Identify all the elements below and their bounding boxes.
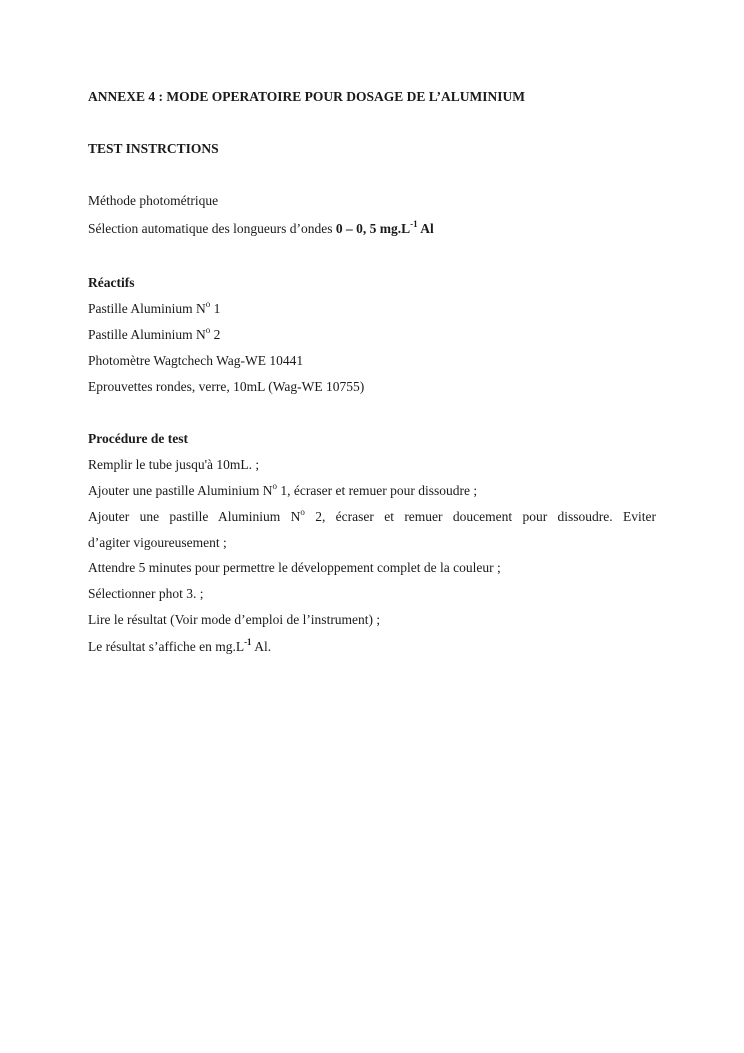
reagent-item: Eprouvettes rondes, verre, 10mL (Wag-WE 10755) <box>88 379 365 394</box>
method-line: Méthode photométrique <box>88 193 219 208</box>
step-text: 2, écraser et remuer doucement pour dissoudre. Eviter <box>304 509 656 524</box>
step-text: Al. <box>251 639 272 654</box>
step-text: Le résultat s’affiche en mg.L <box>88 639 245 654</box>
procedure-step <box>88 636 272 655</box>
procedure-step-continuation: d’agiter vigoureusement ; <box>88 535 227 550</box>
reagent-name: Pastille Aluminium N <box>88 327 206 342</box>
procedure-step: Lire le résultat (Voir mode d’emploi de l’instrument) ; <box>88 612 381 627</box>
reagent-number: 1 <box>210 301 221 316</box>
procedure-heading: Procédure de test <box>88 431 188 446</box>
procedure-step: Attendre 5 minutes pour permettre le développement complet de la couleur ; <box>88 560 501 575</box>
procedure-step <box>88 480 478 499</box>
procedure-step: Sélectionner phot 3. ; <box>88 586 204 601</box>
step-text: Ajouter une pastille Aluminium N <box>88 509 301 524</box>
reagent-name: Pastille Aluminium N <box>88 301 206 316</box>
step-text: 1, écraser et remuer pour dissoudre ; <box>276 483 478 498</box>
reagent-item <box>88 298 221 317</box>
wavelength-exponent: -1 <box>410 218 418 229</box>
step-sup: -1 <box>244 636 252 647</box>
wavelength-suffix: Al <box>417 221 434 236</box>
reagent-sup: o <box>205 324 211 335</box>
wavelength-range: 0 – 0, 5 mg.L <box>335 221 411 236</box>
wavelength-prefix: Sélection automatique des longueurs d’ondes <box>88 221 336 236</box>
reagent-item <box>88 324 221 343</box>
reagent-number: 2 <box>210 327 221 342</box>
test-instructions-heading: TEST INSTRCTIONS <box>88 141 219 156</box>
annex-title: ANNEXE 4 : MODE OPERATOIRE POUR DOSAGE DE L’ALUMINIUM <box>88 89 526 104</box>
reagent-item: Photomètre Wagtchech Wag-WE 10441 <box>88 353 304 368</box>
step-text: Ajouter une pastille Aluminium N <box>88 483 273 498</box>
reagent-sup: o <box>205 298 211 309</box>
step-sup: o <box>272 480 277 491</box>
procedure-step <box>88 506 656 525</box>
reagents-heading: Réactifs <box>88 275 135 290</box>
step-sup: o <box>300 506 305 517</box>
procedure-step: Remplir le tube jusqu'à 10mL. ; <box>88 457 260 472</box>
wavelength-line <box>88 218 434 237</box>
